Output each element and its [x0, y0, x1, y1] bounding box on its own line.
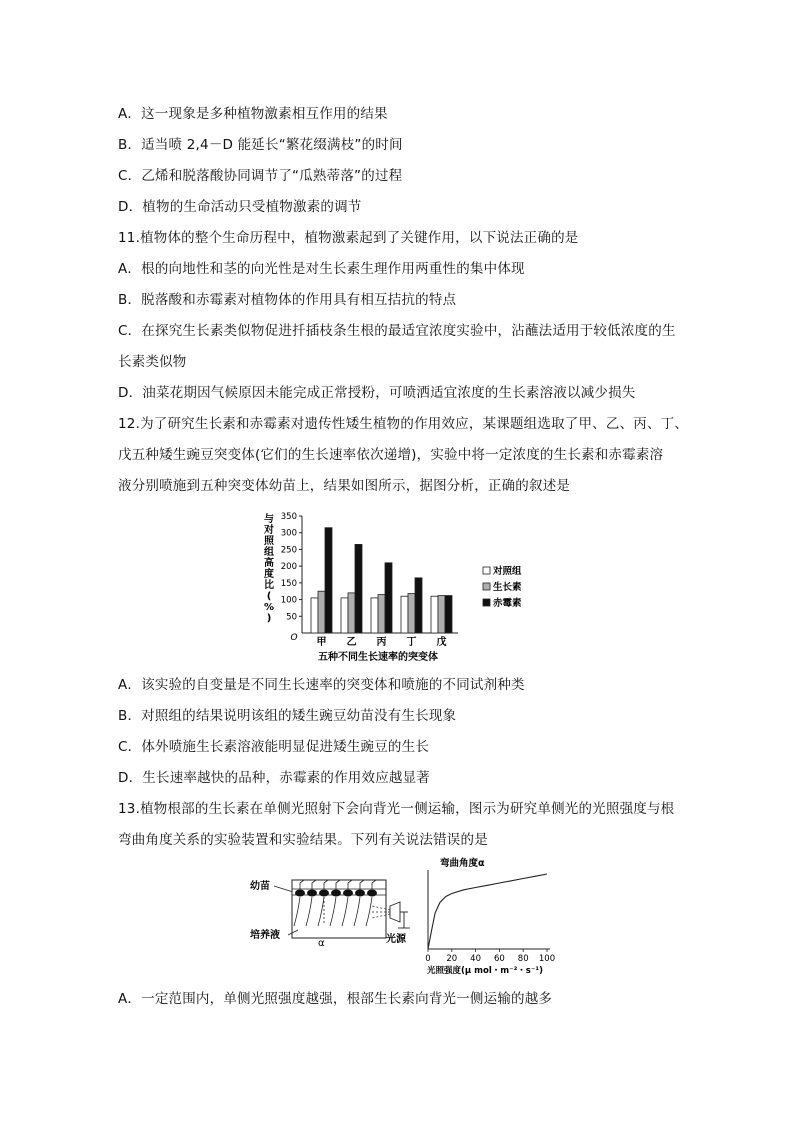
q12-option-a: A．该实验的自变量是不同生长速率的突变体和喷施的不同试剂种类	[118, 677, 525, 693]
q12-option-c: C．体外喷施生长素溶液能明显促进矮生豌豆的生长	[118, 739, 430, 755]
y-axis-label-char: 比	[264, 580, 274, 591]
lamp-icon	[390, 902, 410, 928]
bar-chart	[258, 508, 548, 668]
q12-stem-line-2: 戊五种矮生豌豆突变体(它们的生长速率依次递增)，实验中将一定浓度的生长素和赤霉素溶	[118, 447, 664, 463]
bar-生长素	[378, 595, 385, 633]
seedling-label: 幼苗	[250, 881, 270, 892]
q11-option-b: B．脱落酸和赤霉素对植物体的作用具有相互拮抗的特点	[118, 292, 457, 308]
y-axis-label-char: 对	[264, 525, 274, 536]
x-tick-label: 20	[446, 954, 458, 964]
x-axis-label: 光照强度(μ mol・m⁻²・s⁻¹)	[427, 966, 543, 976]
category-label: 丙	[376, 637, 387, 648]
q11-option-d: D．油菜花期因气候原因未能完成正常授粉，可喷洒适宜浓度的生长素溶液以减少损失	[118, 385, 636, 401]
x-tick-label: 40	[470, 954, 482, 964]
bar-赤霉素	[385, 563, 392, 633]
legend-label: 对照组	[493, 566, 522, 577]
x-tick-label: 100	[538, 954, 556, 964]
bar-对照组	[341, 598, 348, 633]
origin-label: O	[290, 633, 298, 643]
bar-赤霉素	[355, 544, 362, 633]
y-axis-label-char: 与	[264, 514, 274, 525]
q10-option-b: B．适当喷 2,4－D 能延长“繁花缀满枝”的时间	[118, 137, 403, 153]
bar-生长素	[318, 591, 325, 633]
y-axis-label-char: )	[266, 613, 272, 624]
category-label: 乙	[346, 637, 357, 648]
line-chart	[410, 856, 560, 978]
apparatus-diagram	[248, 862, 418, 952]
medium-label: 培养液	[250, 930, 280, 941]
category-label: 戊	[436, 637, 447, 648]
y-tick-label: 350	[280, 512, 297, 522]
q12-stem-line-1: 12.为了研究生长素和赤霉素对遗传性矮生植物的作用效应，某课题组选取了甲、乙、丙、丁、	[118, 416, 689, 432]
q10-option-a: A．这一现象是多种植物激素相互作用的结果	[118, 106, 388, 122]
bar-赤霉素	[325, 528, 332, 633]
legend-label: 赤霉素	[493, 598, 522, 609]
light-source-label: 光源	[386, 934, 406, 945]
y-tick-label: 300	[280, 528, 297, 539]
y-tick-label: 250	[280, 545, 297, 556]
q11-option-a: A．根的向地性和茎的向光性是对生长素生理作用两重性的集中体现	[118, 261, 525, 277]
x-axis-label: 五种不同生长速率的突变体	[318, 652, 438, 663]
category-label: 丁	[406, 637, 417, 648]
y-axis-label	[263, 512, 275, 624]
q12-stem-line-3: 液分别喷施到五种突变体幼苗上，结果如图所示，据图分析，正确的叙述是	[118, 478, 571, 494]
bar-生长素	[348, 593, 355, 633]
q10-option-c: C．乙烯和脱落酸协同调节了“瓜熟蒂落”的过程	[118, 168, 403, 184]
q11-option-c: C．在探究生长素类似物促进扦插枝条生根的最适宜浓度实验中，沾蘸法适用于较低浓度的生	[118, 323, 676, 339]
bar-生长素	[408, 594, 415, 633]
y-tick-label: 100	[280, 595, 297, 606]
x-tick-label: 80	[517, 954, 529, 964]
q10-option-d: D．植物的生命活动只受植物激素的调节	[118, 199, 362, 215]
bar-赤霉素	[415, 578, 422, 633]
q12-option-d: D．生长速率越快的品种，赤霉素的作用效应越显著	[118, 770, 430, 786]
y-axis-label-char: 组	[264, 547, 274, 558]
y-axis-label-char: 照	[264, 536, 274, 547]
line-chart-title: 弯曲角度α	[440, 858, 485, 869]
y-axis-label-char: (	[266, 591, 272, 602]
q13-stem-line-1: 13.植物根部的生长素在单侧光照射下会向背光一侧运输，图示为研究单侧光的光照强度与根	[118, 801, 675, 817]
bar-对照组	[311, 598, 318, 633]
legend-swatch	[483, 583, 490, 590]
y-tick-label: 50	[286, 612, 297, 623]
y-tick-label: 150	[280, 578, 297, 589]
q11-stem: 11.植物体的整个生命历程中，植物激素起到了关键作用，以下说法正确的是	[118, 230, 579, 246]
q13-stem-line-2: 弯曲角度关系的实验装置和实验结果。下列有关说法错误的是	[118, 832, 488, 848]
series-line	[428, 874, 547, 949]
legend-swatch	[483, 599, 490, 606]
angle-label: α	[318, 938, 325, 949]
legend-label: 生长素	[493, 582, 522, 593]
y-tick-label: 200	[280, 562, 297, 573]
bar-赤霉素	[445, 596, 452, 633]
y-axis-label-char: %	[263, 602, 275, 613]
legend-swatch	[483, 567, 490, 574]
category-label: 甲	[316, 637, 327, 648]
y-axis-label-char: 高	[264, 558, 274, 569]
bar-生长素	[438, 596, 445, 633]
bar-对照组	[401, 596, 408, 633]
y-axis-label-char: 度	[264, 569, 274, 580]
q11-option-c-cont: 长素类似物	[118, 354, 187, 370]
q12-option-b: B．对照组的结果说明该组的矮生豌豆幼苗没有生长现象	[118, 708, 457, 724]
q13-option-a: A．一定范围内，单侧光照强度越强，根部生长素向背光一侧运输的越多	[118, 991, 553, 1007]
x-tick-label: 60	[493, 954, 505, 964]
bar-对照组	[371, 598, 378, 633]
x-tick-label: 0	[425, 954, 431, 964]
bar-对照组	[431, 596, 438, 633]
